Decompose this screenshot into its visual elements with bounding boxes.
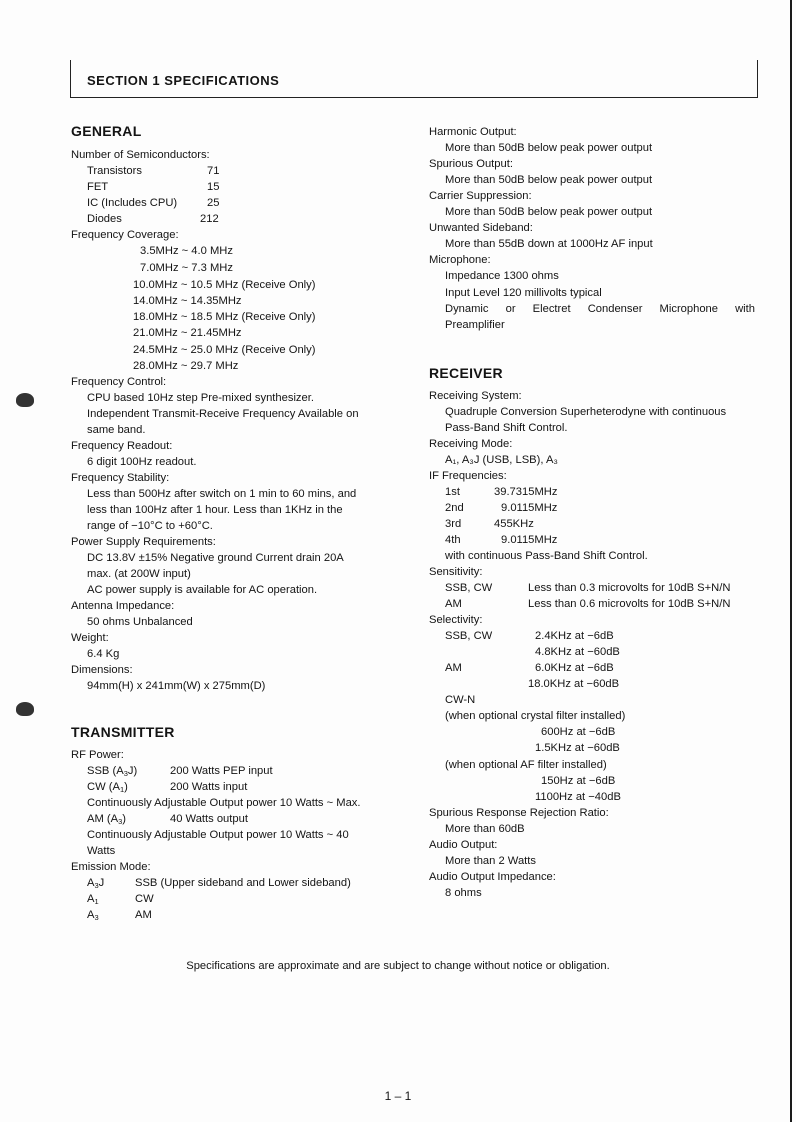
freq-range: 18.0MHz ~ 18.5 MHz (Receive Only) [133, 311, 316, 323]
continuous-adjust-text: Continuously Adjustable Output power 10 Watts ~ Max. [87, 797, 361, 809]
cwn-value: 1.5KHz at −60dB [535, 742, 620, 754]
semi-count: 212 [200, 213, 219, 225]
ssb-mode-label: SSB $(A_3J)$ [87, 765, 138, 778]
cwn-af-note: (when optional AF filter installed) [445, 759, 607, 771]
freq-range: 3.5MHz ~ 4.0 MHz [140, 245, 233, 257]
antenna-label: Antenna Impedance: [71, 600, 175, 612]
unwanted-text: More than 55dB down at 1000Hz AF input [445, 238, 653, 250]
receiving-mode-text: A₁, A₃J (USB, LSB), A₃ [445, 454, 558, 466]
emission-desc: AM [135, 909, 152, 921]
sensitivity-mode: SSB, CW [445, 582, 493, 594]
receiving-mode-label: Receiving Mode: [429, 438, 513, 450]
spurious-rejection-label: Spurious Response Rejection Ratio: [429, 807, 609, 819]
spurious-output-label: Spurious Output: [429, 158, 513, 170]
microphone-label: Microphone: [429, 254, 491, 266]
selectivity-value: 4.8KHz at −60dB [535, 646, 620, 658]
semi-name: IC (Includes CPU) [87, 197, 178, 209]
dimensions-label: Dimensions: [71, 664, 133, 676]
freq-range: 21.0MHz ~ 21.45MHz [133, 327, 242, 339]
freq-readout-label: Frequency Readout: [71, 440, 173, 452]
freq-range: 28.0MHz ~ 29.7 MHz [133, 360, 239, 372]
freq-stability-text: less than 100Hz after 1 hour. Less than 1KHz in the [87, 504, 343, 516]
cwn-value: 600Hz at −6dB [541, 726, 616, 738]
semi-name: Transistors [87, 165, 142, 177]
if-freq: 9.0115MHz [501, 534, 558, 546]
harmonic-text: More than 50dB below peak power output [445, 142, 653, 154]
if-stage: 1st [445, 486, 460, 498]
microphone-text: Preamplifier [445, 319, 505, 331]
cw-power-value: 200 Watts input [170, 781, 248, 793]
freq-stability-text: range of −10°C to +60°C. [87, 520, 213, 532]
if-freq: 9.0115MHz [501, 502, 558, 514]
if-stage: 3rd [445, 518, 462, 530]
power-supply-text: max. (at 200W input) [87, 568, 191, 580]
freq-control-text: same band. [87, 424, 146, 436]
weight-label: Weight: [71, 632, 109, 644]
receiving-system-text: Quadruple Conversion Superheterodyne with continuous [445, 406, 727, 418]
if-note: with continuous Pass-Band Shift Control. [445, 550, 648, 562]
semi-count: 71 [207, 165, 220, 177]
continuous-adjust-text: Continuously Adjustable Output power 10 Watts ~ 40 [87, 829, 349, 841]
power-supply-text: AC power supply is available for AC operation. [87, 584, 318, 596]
antenna-text: 50 ohms Unbalanced [87, 616, 193, 628]
freq-control-text: CPU based 10Hz step Pre-mixed synthesizer. [87, 392, 314, 404]
section-title: SECTION 1 SPECIFICATIONS [87, 73, 280, 88]
semiconductors-label: Number of Semiconductors: [71, 149, 210, 161]
carrier-label: Carrier Suppression: [429, 190, 532, 202]
receiver-heading: RECEIVER [429, 365, 503, 381]
emission-mode-label: Emission Mode: [71, 861, 151, 873]
selectivity-mode: AM [445, 662, 462, 674]
carrier-text: More than 50dB below peak power output [445, 206, 653, 218]
section-header-box [70, 60, 758, 98]
cwn-crystal-note: (when optional crystal filter installed) [445, 710, 626, 722]
page-edge-rule [790, 0, 792, 1122]
continuous-adjust-text: Watts [87, 845, 116, 857]
freq-range: 7.0MHz ~ 7.3 MHz [140, 262, 233, 274]
power-supply-text: DC 13.8V ±15% Negative ground Current drain 20A [87, 552, 344, 564]
audio-impedance-text: 8 ohms [445, 887, 482, 899]
freq-range: 24.5MHz ~ 25.0 MHz (Receive Only) [133, 344, 316, 356]
semi-name: FET [87, 181, 109, 193]
unwanted-label: Unwanted Sideband: [429, 222, 533, 234]
spurious-output-text: More than 50dB below peak power output [445, 174, 653, 186]
punch-hole-lower [16, 702, 34, 716]
sensitivity-label: Sensitivity: [429, 566, 483, 578]
freq-stability-text: Less than 500Hz after switch on 1 min to 60 mins, and [87, 488, 357, 500]
audio-output-text: More than 2 Watts [445, 855, 536, 867]
audio-impedance-label: Audio Output Impedance: [429, 871, 556, 883]
selectivity-label: Selectivity: [429, 614, 483, 626]
cwn-value: 150Hz at −6dB [541, 775, 616, 787]
dimensions-text: 94mm(H) x 241mm(W) x 275mm(D) [87, 680, 266, 692]
cwn-value: 1100Hz at −40dB [535, 791, 621, 803]
if-freq: 39.7315MHz [494, 486, 558, 498]
punch-hole-upper [16, 393, 34, 407]
weight-text: 6.4 Kg [87, 648, 120, 660]
am-mode-label: AM $(A_3)$ [87, 813, 126, 826]
microphone-text: Dynamic or Electret Condenser Microphone with [445, 303, 755, 315]
footer-note: Specifications are approximate and are subject to change without notice or obligation. [186, 960, 610, 972]
ssb-power-value: 200 Watts PEP input [170, 765, 273, 777]
sensitivity-value: Less than 0.3 microvolts for 10dB S+N/N [528, 582, 731, 594]
emission-code: $A_1$ [87, 893, 99, 906]
sensitivity-value: Less than 0.6 microvolts for 10dB S+N/N [528, 598, 731, 610]
semi-name: Diodes [87, 213, 122, 225]
freq-coverage-label: Frequency Coverage: [71, 229, 179, 241]
if-frequencies-label: IF Frequencies: [429, 470, 507, 482]
emission-desc: CW [135, 893, 154, 905]
freq-range: 14.0MHz ~ 14.35MHz [133, 295, 242, 307]
emission-code: $A_3J$ [87, 877, 105, 890]
selectivity-value: 6.0KHz at −6dB [535, 662, 614, 674]
freq-readout-text: 6 digit 100Hz readout. [87, 456, 197, 468]
freq-control-label: Frequency Control: [71, 376, 167, 388]
spurious-rejection-text: More than 60dB [445, 823, 525, 835]
page-number: 1 – 1 [384, 1089, 412, 1103]
rf-power-label: RF Power: [71, 749, 124, 761]
receiving-system-text: Pass-Band Shift Control. [445, 422, 568, 434]
am-power-value: 40 Watts output [170, 813, 248, 825]
selectivity-mode: SSB, CW [445, 630, 493, 642]
power-supply-label: Power Supply Requirements: [71, 536, 216, 548]
if-freq: 455KHz [494, 518, 534, 530]
selectivity-value: 2.4KHz at −6dB [535, 630, 614, 642]
sensitivity-mode: AM [445, 598, 462, 610]
cw-mode-label: CW $(A_1)$ [87, 781, 128, 794]
receiving-system-label: Receiving System: [429, 390, 522, 402]
harmonic-label: Harmonic Output: [429, 126, 517, 138]
selectivity-value: 18.0KHz at −60dB [528, 678, 620, 690]
general-heading: GENERAL [71, 123, 142, 139]
emission-code: $A_3$ [87, 909, 99, 922]
freq-range: 10.0MHz ~ 10.5 MHz (Receive Only) [133, 279, 316, 291]
semi-count: 15 [207, 181, 220, 193]
freq-control-text: Independent Transmit-Receive Frequency Available on [87, 408, 359, 420]
emission-desc: SSB (Upper sideband and Lower sideband) [135, 877, 351, 889]
microphone-text: Impedance 1300 ohms [445, 270, 559, 282]
microphone-text: Input Level 120 millivolts typical [445, 287, 602, 299]
if-stage: 2nd [445, 502, 464, 514]
freq-stability-label: Frequency Stability: [71, 472, 170, 484]
semi-count: 25 [207, 197, 220, 209]
cwn-label: CW-N [445, 694, 476, 706]
if-stage: 4th [445, 534, 461, 546]
transmitter-heading: TRANSMITTER [71, 724, 175, 740]
audio-output-label: Audio Output: [429, 839, 498, 851]
